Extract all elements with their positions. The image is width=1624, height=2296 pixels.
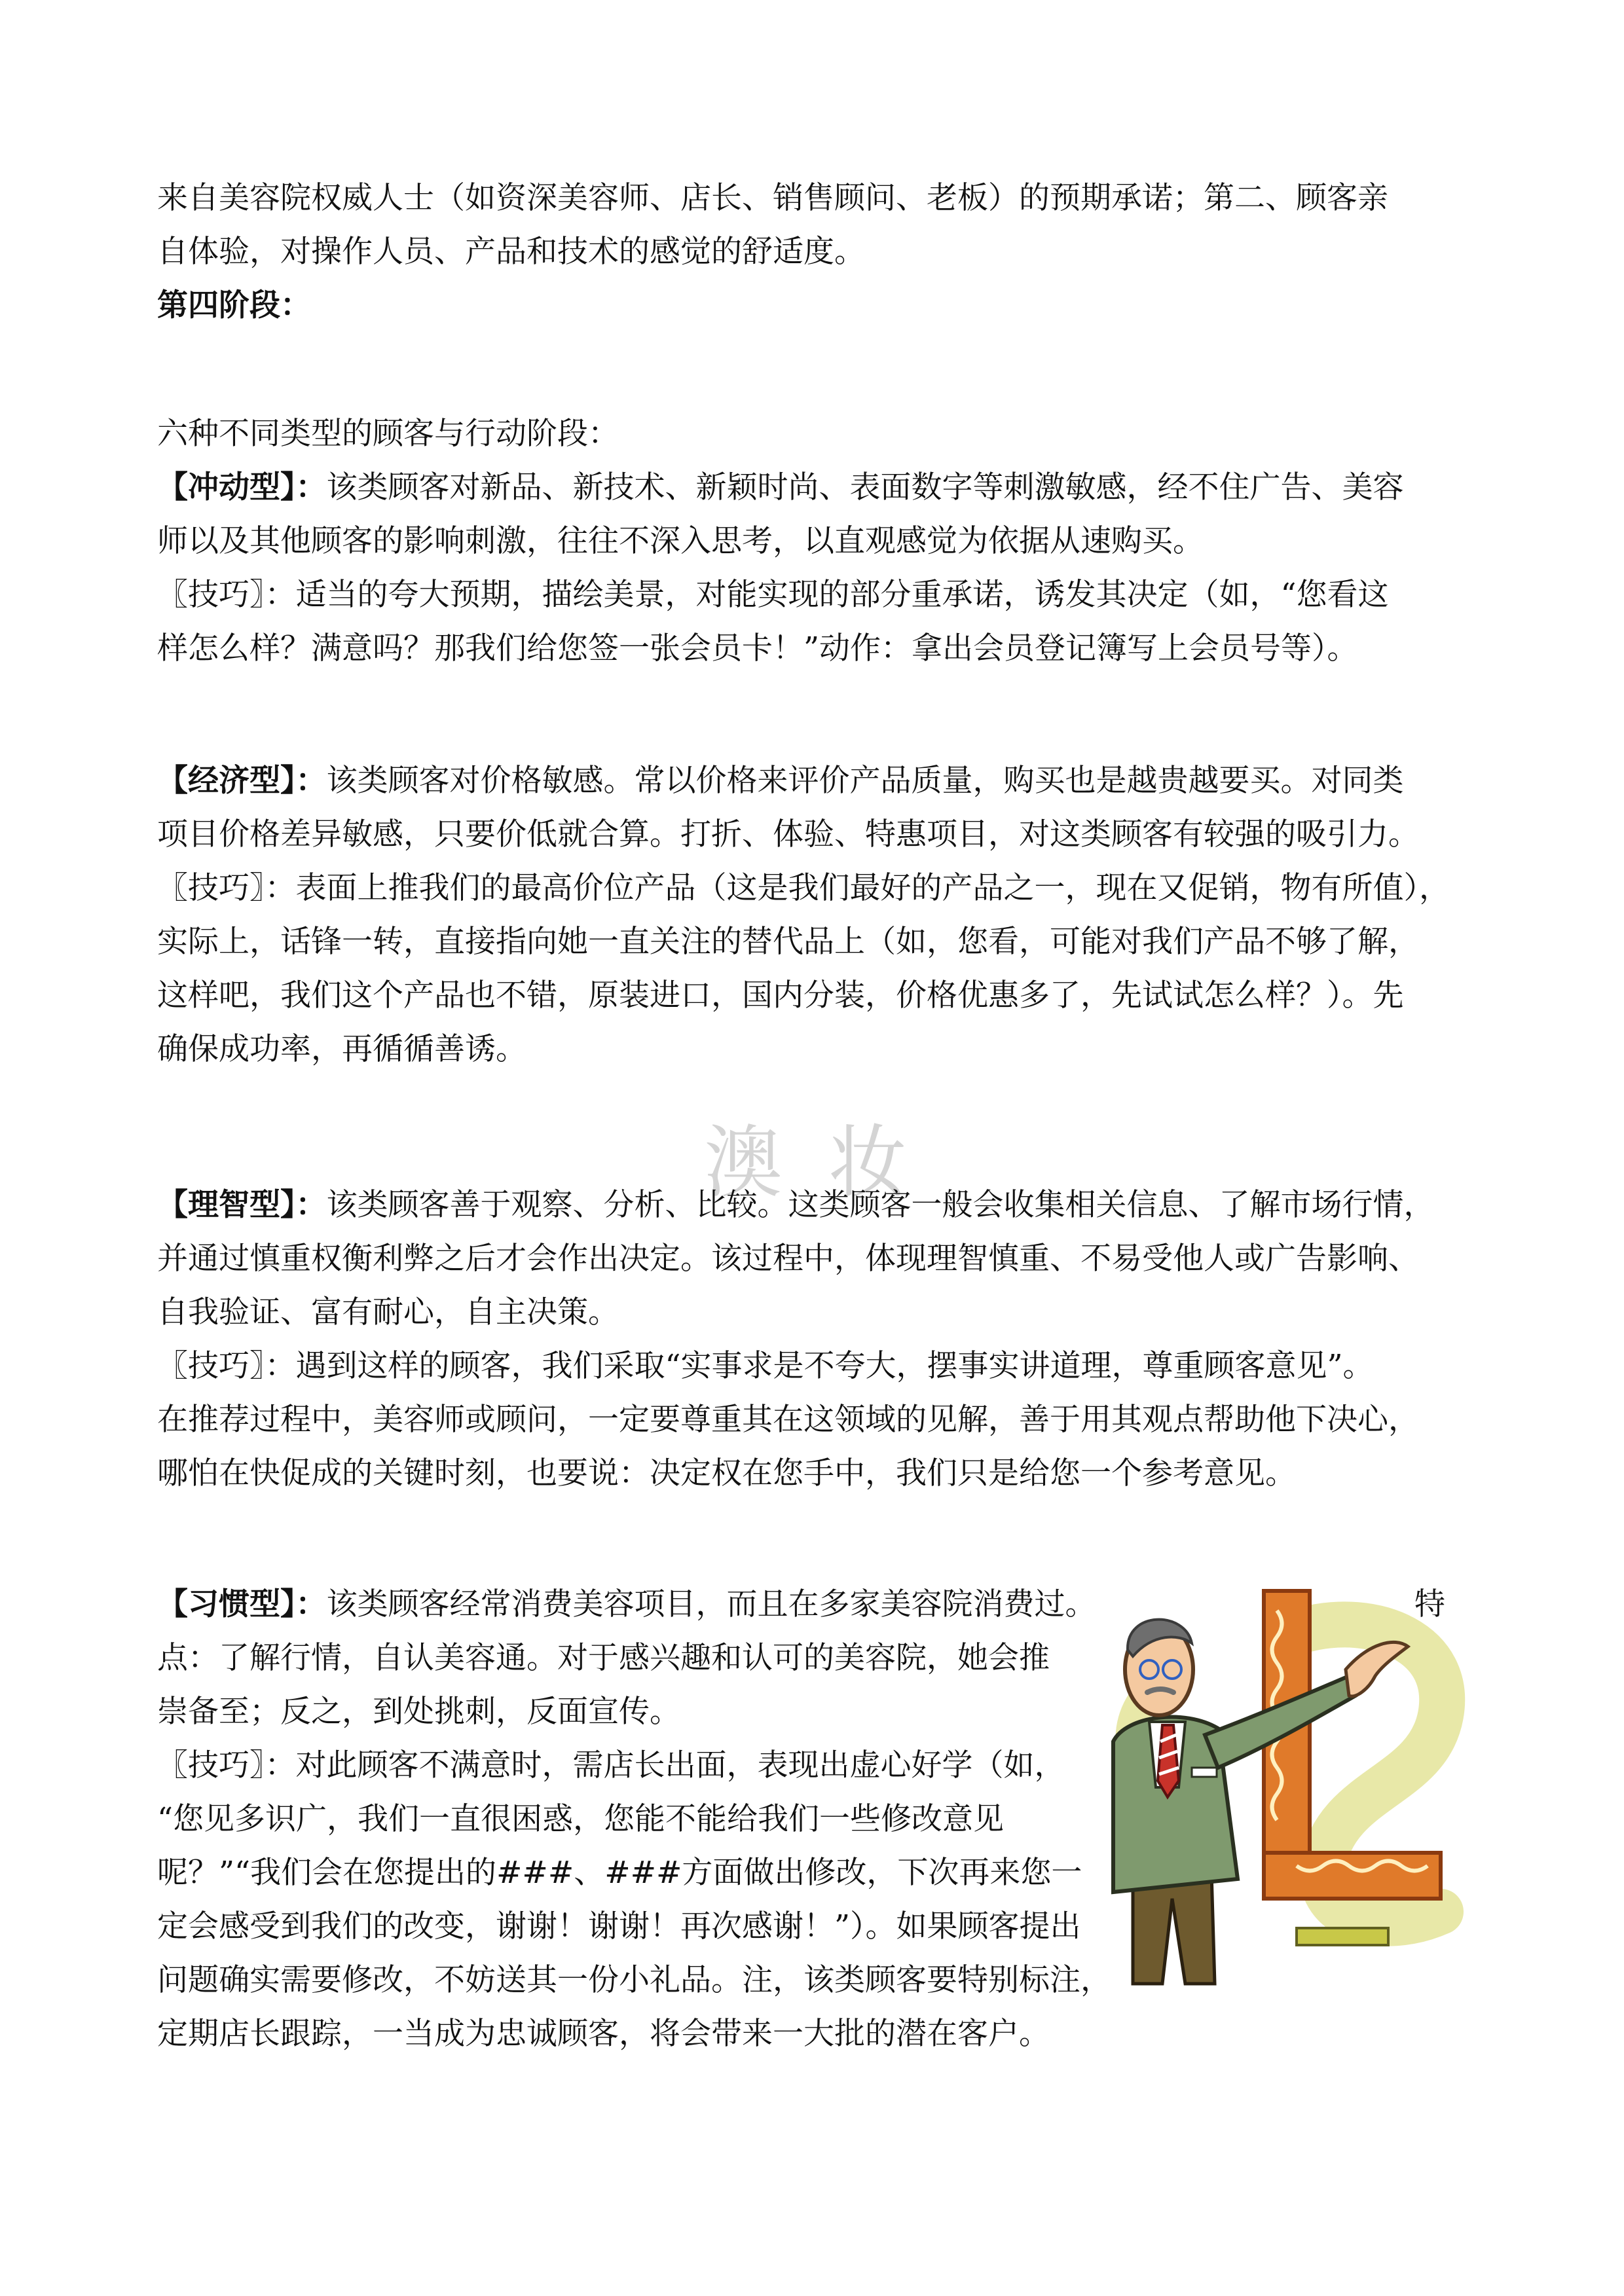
type-label-rational: 【理智型】：: [157, 1187, 327, 1223]
type-description: 该类顾客对价格敏感。常以价格来评价产品质量，购买也是越贵越要买。对同类: [326, 763, 1404, 799]
paragraph-line: 自我验证、富有耐心，自主决策。: [157, 1294, 619, 1330]
frame-horizontal: [1264, 1853, 1441, 1899]
section-heading-stage-four: 第四阶段：: [157, 287, 311, 323]
paragraph-line: 确保成功率，再循循善诱。: [157, 1031, 526, 1067]
type-description: 该类顾客善于观察、分析、比较。这类顾客一般会收集相关信息、了解市场行情，: [326, 1187, 1435, 1223]
paragraph-line: 在推荐过程中，美容师或顾问，一定要尊重其在这领域的见解，善于用其观点帮助他下决心，: [157, 1402, 1419, 1438]
impulsive-type-line: [157, 461, 1467, 515]
type-label-impulsive: 【冲动型】：: [157, 469, 327, 505]
tip-line: 〖技巧〗：遇到这样的顾客，我们采取“实事求是不夸大，摆事实讲道理，尊重顾客意见”。: [157, 1348, 1374, 1384]
paragraph-line-tail: 特: [1414, 1586, 1445, 1622]
paragraph-line: 来自美容院权威人士（如资深美容师、店长、销售顾问、老板）的预期承诺；第二、顾客亲: [157, 180, 1388, 216]
paragraph-line: 这样吧，我们这个产品也不错，原装进口，国内分装，价格优惠多了，先试试怎么样？）。先: [157, 977, 1404, 1013]
name-badge: [1192, 1768, 1217, 1777]
paragraph-line: 哪怕在快促成的关键时刻，也要说：决定权在您手中，我们只是给您一个参考意见。: [157, 1455, 1296, 1491]
paragraph-line: 点：了解行情，自认美容通。对于感兴趣和认可的美容院，她会推: [157, 1640, 1050, 1676]
type-description: 该类顾客对新品、新技术、新颖时尚、表面数字等刺激敏感，经不住广告、美容: [326, 469, 1404, 505]
paragraph-line: 问题确实需要修改，不妨送其一份小礼品。注，该类顾客要特别标注，: [157, 1962, 1111, 1998]
watermark-text: 澳妆: [704, 1118, 953, 1209]
paragraph-line: 实际上，话锋一转，直接指向她一直关注的替代品上（如，您看，可能对我们产品不够了解，: [157, 924, 1419, 960]
tip-line: 〖技巧〗：表面上推我们的最高价位产品（这是我们最好的产品之一，现在又促销，物有所值），: [157, 870, 1450, 906]
man-hand: [1346, 1642, 1408, 1696]
tip-line: 〖技巧〗：适当的夸大预期，描绘美景，对能实现的部分重承诺，诱发其决定（如，“您看这: [157, 577, 1389, 613]
paragraph-line: 项目价格差异敏感，只要价低就合算。打折、体验、特惠项目，对这类顾客有较强的吸引力。: [157, 816, 1419, 852]
section-intro: 六种不同类型的顾客与行动阶段：: [157, 416, 619, 452]
paragraph-line: 崇备至；反之，到处挑刺，反面宣传。: [157, 1694, 680, 1730]
economic-type-line: [157, 754, 1467, 808]
rational-type-line: [157, 1178, 1467, 1232]
paragraph-line: 自体验，对操作人员、产品和技术的感觉的舒适度。: [157, 234, 865, 270]
paragraph-line: 师以及其他顾客的影响刺激，往往不深入思考，以直观感觉为依据从速购买。: [157, 523, 1204, 559]
paragraph-line: 并通过慎重权衡利弊之后才会作出决定。该过程中，体现理智慎重、不易受他人或广告影响、: [157, 1241, 1419, 1277]
type-description: 该类顾客经常消费美容项目，而且在多家美容院消费过。: [326, 1586, 1096, 1622]
tip-line: 〖技巧〗：对此顾客不满意时，需店长出面，表现出虚心好学（如，: [157, 1747, 1065, 1783]
type-label-habitual: 【习惯型】：: [157, 1586, 327, 1622]
paragraph-line: 呢？”“我们会在您提出的###、###方面做出修改，下次再来您一: [157, 1855, 1082, 1891]
paragraph-line: 定期店长跟踪，一当成为忠诚顾客，将会带来一大批的潜在客户。: [157, 2016, 1050, 2052]
frame-base: [1297, 1928, 1388, 1945]
paragraph-line: “您见多识广，我们一直很困惑，您能不能给我们一些修改意见: [157, 1801, 1005, 1837]
presenter-man-illustration: [1087, 1571, 1480, 1990]
paragraph-line: 定会感受到我们的改变，谢谢！谢谢！再次感谢！”）。如果顾客提出: [157, 1908, 1081, 1944]
paragraph-line: 样怎么样？满意吗？那我们给您签一张会员卡！”动作：拿出会员登记簿写上会员号等）。: [157, 630, 1358, 666]
type-label-economic: 【经济型】：: [157, 763, 327, 799]
